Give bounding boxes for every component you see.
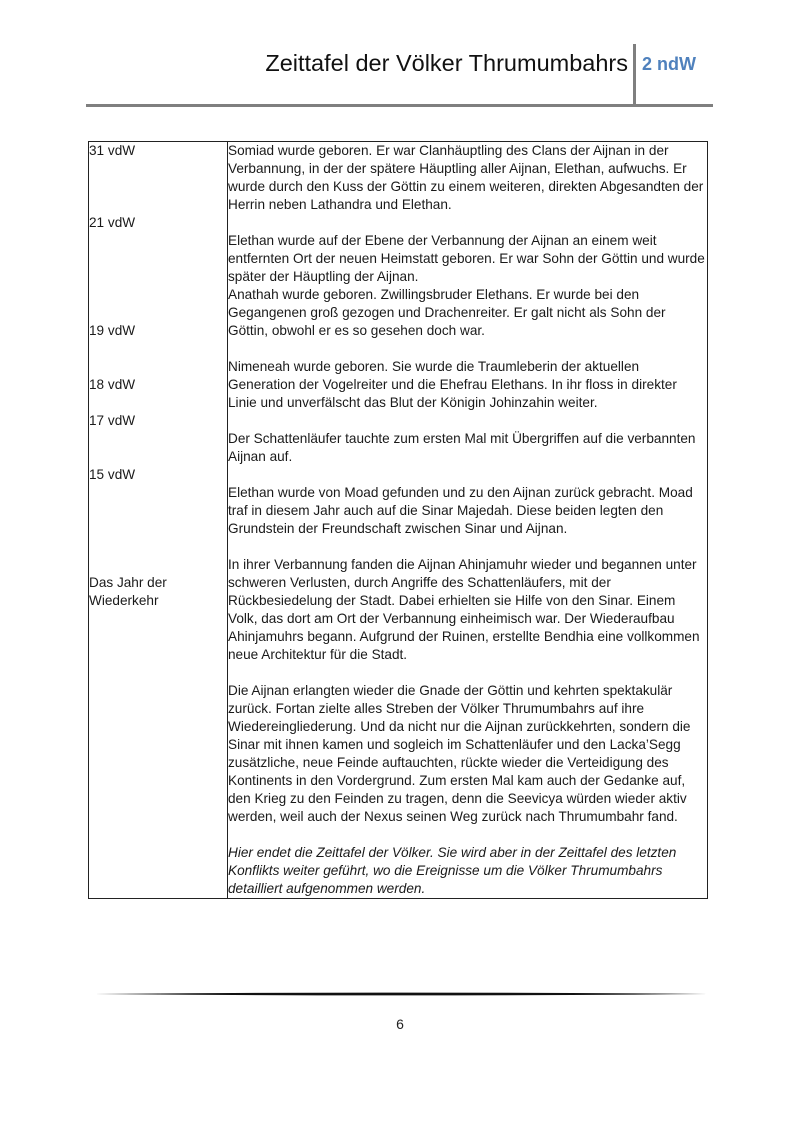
timeline-table [88, 141, 708, 899]
event-date: 17 vdW [89, 413, 136, 428]
event-date: 21 vdW [89, 215, 136, 230]
event-date: 31 vdW [89, 143, 136, 158]
timeline-entry [228, 484, 707, 538]
event-date: 18 vdW [89, 377, 136, 392]
spacer [228, 826, 707, 844]
page-header-title: Zeittafel der Völker Thrumumbahrs [265, 50, 628, 76]
timeline-entry [228, 430, 707, 466]
timeline-entry [228, 556, 707, 664]
event-text: Somiad wurde geboren. Er war Clanhäuptling des Clans der Aijnan in der Verbannung, in der der spätere Häuptling aller Aijnan, Elethan, aufwuchs. Er wurde durch den Kuss der Göttin zu einem weiteren, direkten Abgesandten der Herrin neben Lathandra und Elethan. [228, 143, 704, 212]
table-row [89, 142, 708, 899]
date-entry [89, 322, 227, 376]
event-text: Der Schattenläufer tauchte zum ersten Mal mit Übergriffen auf die verbannten Aijnan auf. [228, 431, 696, 464]
event-text: Nimeneah wurde geboren. Sie wurde die Traumleberin der aktuellen Generation der Vogelreiter und die Ehefrau Elethans. In ihr floss in direkter Linie und unverfälscht das Blut der Königin Johinzahin weiter. [228, 359, 677, 410]
footer-rule [95, 991, 707, 997]
date-entry [89, 574, 227, 790]
event-text: In ihrer Verbannung fanden die Aijnan Ahinjamuhr wieder und begannen unter schweren Verlusten, durch Angriffe des Schattenläufers, mit der Rückbesiedelung der Stadt. Dabei erhielten sie Hilfe von den Sinar. Einem Volk, das dort am Ort der Verbannung einheimisch war. Der Wiederaufbau Ahinjamuhrs begann. Aufgrund der Ruinen, erstellte Bendhia eine vollkommen neue Architektur für die Stadt. [228, 557, 700, 662]
event-date: 15 vdW [89, 467, 136, 482]
header-divider [633, 44, 636, 104]
event-text: Elethan wurde auf der Ebene der Verbannung der Aijnan an einem weit entfernten Ort der neuen Heimstatt geboren. Er war Sohn der Göttin und wurde später der Häuptling der Aijnan. [228, 233, 705, 284]
date-column [89, 142, 228, 899]
event-text: Anathah wurde geboren. Zwillingsbruder Elethans. Er wurde bei den Gegangenen groß gezogen und Drachenreiter. Er galt nicht als Sohn der Göttin, obwohl er es so gesehen doch war. [228, 287, 666, 338]
event-text: Elethan wurde von Moad gefunden und zu den Aijnan zurück gebracht. Moad traf in diesem Jahr auch auf die Sinar Majedah. Diese beiden legten den Grundstein der Freundschaft zwischen Sinar und Aijnan. [228, 485, 693, 536]
date-entry [89, 214, 227, 322]
header-section-label: 2 ndW [642, 54, 696, 74]
timeline-entry [228, 682, 707, 898]
page-number: 6 [396, 1016, 404, 1032]
closing-note: Hier endet die Zeittafel der Völker. Sie wird aber in der Zeittafel des letzten Konflikts weiter geführt, wo die Ereignisse um die Völker Thrumumbahrs detailliert aufgenommen werden. [228, 845, 677, 896]
event-column [228, 142, 708, 899]
date-list [89, 142, 227, 790]
timeline-entry [228, 142, 707, 214]
date-entry [89, 376, 227, 412]
date-entry [89, 466, 227, 574]
date-entry [89, 142, 227, 214]
event-list [228, 142, 707, 898]
header-rule [86, 104, 713, 107]
timeline-entry [228, 358, 707, 412]
timeline-entry [228, 232, 707, 340]
event-text: Die Aijnan erlangten wieder die Gnade der Göttin und kehrten spektakulär zurück. Fortan zielte alles Streben der Völker Thrumumbahrs auf ihre Wiedereingliederung. Und da nicht nur die Aijnan zurückkehrten, sondern die Sinar mit ihnen kamen und sogleich im Schattenläufer und den Lacka’Segg zusätzliche, neue Feinde auftauchten, rückte wieder die Verteidigung des Kontinents in den Vordergrund. Zum ersten Mal kam auch der Gedanke auf, den Krieg zu den Feinden zu tragen, denn die Seevicya würden wieder aktiv werden, weil auch der Nexus seinen Weg zurück nach Thrumumbahr fand. [228, 683, 691, 824]
event-date: Das Jahr der Wiederkehr [89, 575, 167, 608]
event-date: 19 vdW [89, 323, 136, 338]
date-entry [89, 412, 227, 466]
